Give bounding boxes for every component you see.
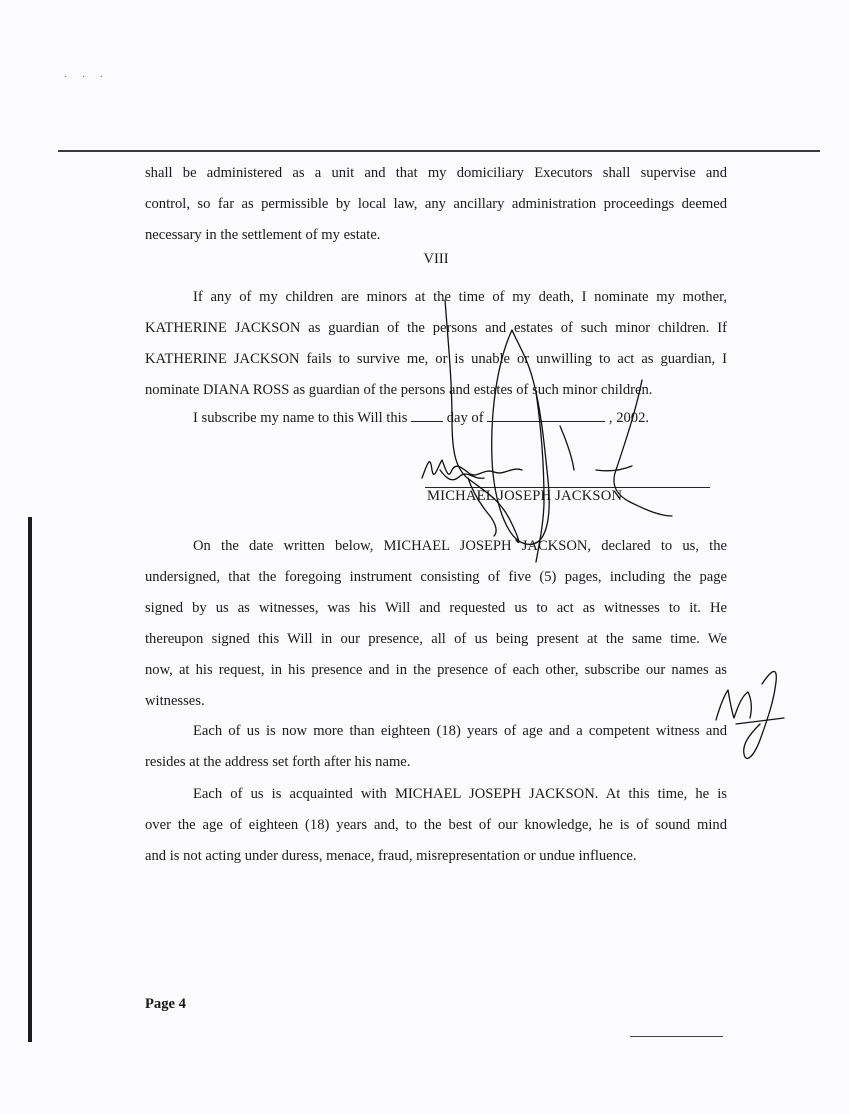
- subscribe-year: , 2002.: [608, 410, 650, 426]
- text-line: thereupon signed this Will in our presence, all of us being present at the same time. We: [145, 631, 727, 647]
- paragraph-guardian: [145, 282, 727, 406]
- footer-rule: [630, 1036, 723, 1037]
- paragraph-witness-age: [145, 716, 727, 778]
- text-line: shall be administered as a unit and that my domiciliary Executors shall supervise and: [145, 165, 727, 181]
- text-line: Each of us is acquainted with MICHAEL JOSEPH JACKSON. At this time, he is: [193, 786, 727, 802]
- month-blank: [487, 407, 605, 422]
- text-line: and is not acting under duress, menace, fraud, misrepresentation or undue influence.: [145, 848, 637, 864]
- text-line: control, so far as permissible by local law, any ancillary administration proceedings deemed: [145, 196, 727, 212]
- text-line: On the date written below, MICHAEL JOSEPH JACKSON, declared to us, the: [193, 538, 727, 554]
- text-line: over the age of eighteen (18) years and, to the best of our knowledge, he is of sound mind: [145, 817, 727, 833]
- text-line: signed by us as witnesses, was his Will and requested us to act as witnesses to it. He: [145, 600, 727, 616]
- paragraph-estate-administration: [145, 158, 727, 251]
- scan-specks: · · ·: [64, 72, 109, 83]
- subscribe-day-of: day of: [446, 410, 484, 426]
- subscribe-line: [193, 407, 649, 427]
- section-heading: VIII: [423, 251, 449, 267]
- text-line: KATHERINE JACKSON fails to survive me, or is unable or unwilling to act as guardian, I: [145, 351, 727, 367]
- text-line: KATHERINE JACKSON as guardian of the persons and estates of such minor children. If: [145, 320, 727, 336]
- text-line: If any of my children are minors at the time of my death, I nominate my mother,: [193, 289, 727, 305]
- paragraph-sound-mind: [145, 779, 727, 872]
- text-line: Each of us is now more than eighteen (18) years of age and a competent witness and: [193, 723, 727, 739]
- text-line: witnesses.: [145, 693, 205, 709]
- text-line: now, at his request, in his presence and in the presence of each other, subscribe our names as: [145, 662, 727, 678]
- paragraph-attestation: [145, 531, 727, 717]
- text-line: nominate DIANA ROSS as guardian of the persons and estates of such minor children.: [145, 382, 653, 398]
- page-number: Page 4: [145, 996, 186, 1012]
- top-rule: [58, 150, 820, 152]
- day-blank: [411, 407, 443, 422]
- subscribe-prefix: I subscribe my name to this Will this: [193, 410, 408, 426]
- signer-name: MICHAEL JOSEPH JACKSON: [427, 488, 623, 504]
- scan-edge-bar: [28, 517, 32, 1042]
- text-line: necessary in the settlement of my estate.: [145, 227, 381, 243]
- text-line: undersigned, that the foregoing instrument consisting of five (5) pages, including the page: [145, 569, 727, 585]
- text-line: resides at the address set forth after his name.: [145, 754, 411, 770]
